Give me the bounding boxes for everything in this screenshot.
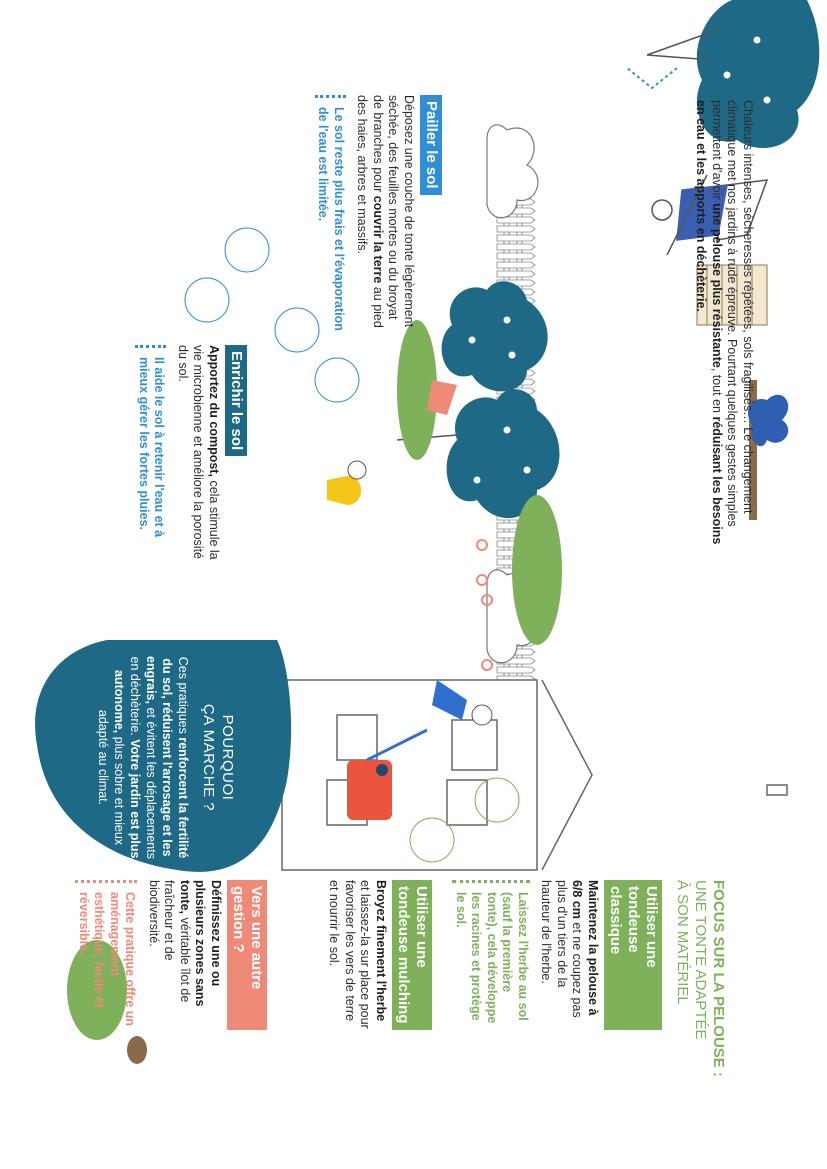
gestion-section [76, 880, 268, 1030]
classique-note: Laissez l'herbe au sol (sauf la première tonte), cela développe les racines et protège le sol. [453, 880, 531, 1030]
gestion-text: Définissez une ou plusieurs zones sans tonte, véritable îlot de fraîcheur et de biodiversité. [147, 880, 223, 1007]
fence-picket [497, 667, 535, 673]
mulching-title: Utiliser une tondeuse mulching [392, 880, 432, 1030]
enrichir-section [136, 345, 248, 575]
focus-section [673, 880, 727, 1140]
gestion-title: Vers une autre gestion ? [227, 880, 267, 1030]
intro-bold-eau: eau et les apports en déchèterie. [694, 118, 709, 312]
pailler-title: Pailler le sol [420, 95, 442, 195]
focus-line-3: À SON MATÉRIEL [674, 880, 691, 1005]
intro-mid: , tout en [710, 367, 724, 413]
intro-bold-pelouse: pelouse plus résistante [710, 228, 724, 368]
why-title-2: ÇA MARCHE ? [200, 703, 217, 812]
classique-title: Utiliser une tondeuse classique [604, 880, 662, 1030]
intro-line-1: Chaleurs intenses, sécheresses répétées, sols fragilisés… [741, 100, 755, 424]
pailler-section [315, 95, 442, 335]
why-section [95, 650, 237, 865]
why-title-1: POURQUOI [219, 714, 236, 801]
intro-line-3: Pourtant quelques gestes simples permettent d'avoir [710, 100, 740, 527]
pailler-text: Déposez une couche de tonte légèrement séchée, des feuilles mortes ou du broyat de branches pour couvrir la terre au pied des haies, arbres et massifs. [355, 95, 416, 328]
intro-bold-reduisant: réduisant les besoins en [694, 100, 724, 545]
intro-text [693, 100, 755, 560]
enrichir-title: Enrichir le sol [225, 345, 247, 456]
chevron-icon [627, 68, 677, 88]
intro-bold-une: une [710, 203, 724, 226]
why-text: Ces pratiques renforcent la fertilité du sol, réduisent l'arrosage et les engrais, et évitent les déplacements en déchèterie. Votre jardin est plus autonome, plus sobre et mieux adapté au climat. [96, 656, 190, 859]
mulching-text: Broyez finement l'herbe et laissez-la sur place pour favoriser les vers de terre et nourrir le sol. [327, 880, 388, 1029]
mulching-section [318, 880, 432, 1030]
fence-picket [497, 253, 535, 259]
fence-picket [497, 235, 535, 241]
pailler-note: Le sol reste plus frais et l'évaporation de l'eau est limitée. [315, 95, 346, 335]
gestion-note: Cette pratique offre un aménagement esthétique, facile et réversible. [76, 880, 138, 1030]
classique-text: Maintenez la pelouse à 6/8 cm et ne coupez pas plus d'un tiers de la hauteur de l'herbe. [539, 880, 600, 1018]
fence-picket [497, 271, 535, 277]
enrichir-text: Apportez du compost, cela stimule la vie microbienne et améliore la porosité du sol. [176, 345, 221, 560]
intro-line-2: Le changement climatique met nos jardins à rude épreuve. [725, 100, 755, 514]
fence-picket [497, 226, 535, 232]
fence-picket [497, 244, 535, 250]
enrichir-note: Il aide le sol à retenir l'eau et à mieux gérer les fortes pluies. [136, 345, 167, 575]
fence-picket [497, 262, 535, 268]
focus-title: FOCUS SUR LA PELOUSE : [710, 880, 727, 1077]
classique-section [453, 880, 663, 1030]
focus-line-2: UNE TONTE ADAPTÉE [692, 880, 709, 1040]
